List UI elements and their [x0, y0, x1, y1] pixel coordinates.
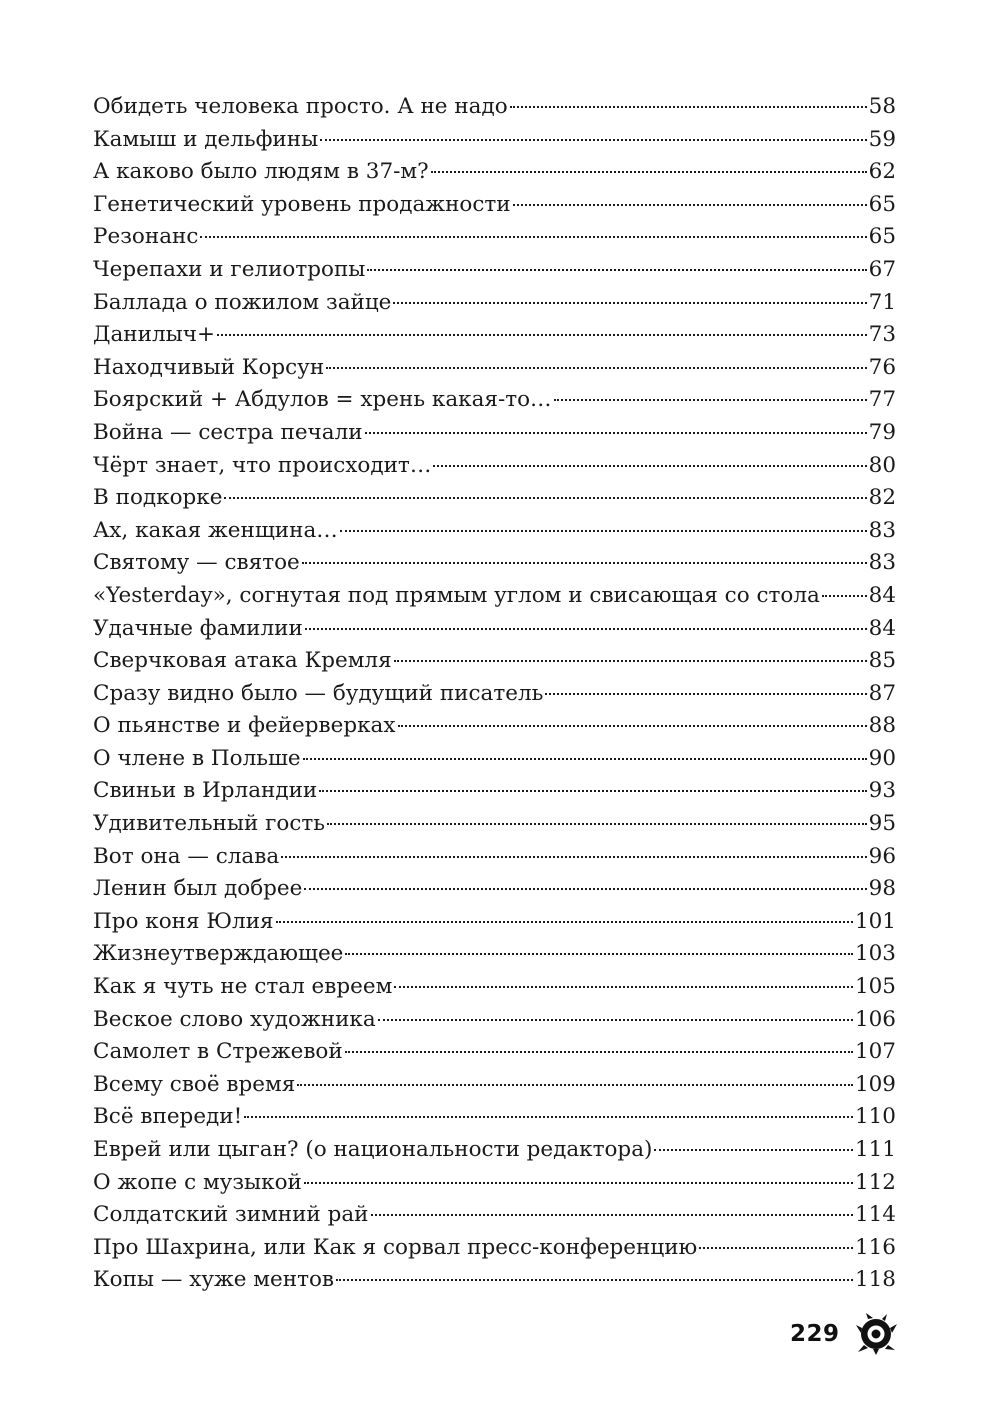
- toc-entry-page: 105: [854, 974, 896, 1000]
- toc-entry-page: 79: [868, 419, 896, 445]
- toc-entry: [93, 1199, 896, 1232]
- toc-entry: [93, 91, 896, 124]
- dot-leader: [200, 236, 866, 238]
- toc-entry-title: Находчивый Корсун: [93, 354, 325, 380]
- dot-leader: [554, 399, 867, 401]
- dot-leader: [433, 465, 866, 467]
- toc-entry: [93, 710, 896, 743]
- page-number: 229: [790, 1321, 840, 1347]
- toc-entry-title: Сразу видно было — будущий писатель: [93, 680, 544, 706]
- toc-entry: [93, 254, 896, 287]
- dot-leader: [699, 1247, 853, 1249]
- dot-leader: [365, 432, 867, 434]
- toc-entry: [93, 906, 896, 939]
- toc-entry: [93, 124, 896, 157]
- toc-entry-page: 111: [854, 1137, 896, 1162]
- dot-leader: [217, 334, 867, 336]
- toc-entry-title: Черепахи и гелиотропы: [93, 256, 366, 282]
- toc-entry-page: 65: [868, 191, 896, 217]
- toc-entry-title: Вот она — слава: [93, 843, 280, 869]
- toc-entry: [93, 417, 896, 450]
- dot-leader: [305, 628, 867, 630]
- toc-entry-page: 85: [868, 648, 896, 674]
- toc-entry-page: 73: [868, 322, 896, 348]
- toc-entry-title: Святому — святое: [93, 550, 300, 576]
- dot-leader: [378, 1019, 853, 1021]
- toc-entry-title: Сверчковая атака Кремля: [93, 648, 392, 674]
- toc-entry: [93, 450, 896, 483]
- dot-leader: [345, 1051, 853, 1053]
- toc-entry-page: 107: [854, 1039, 896, 1065]
- dot-leader: [367, 269, 866, 271]
- toc-entry: [93, 873, 896, 906]
- toc-entry-page: 67: [868, 256, 896, 282]
- toc-entry-page: 84: [868, 582, 896, 608]
- toc-entry-page: 76: [868, 354, 896, 380]
- dot-leader: [319, 790, 866, 792]
- toc-entry-title: Еврей или цыган? (о национальности редактора): [93, 1137, 653, 1162]
- toc-entry: [93, 743, 896, 776]
- toc-entry-page: 83: [868, 550, 896, 576]
- dot-leader: [545, 693, 866, 695]
- toc-entry-page: 65: [868, 224, 896, 250]
- dot-leader: [394, 986, 853, 988]
- toc-entry: [93, 221, 896, 254]
- toc-entry: [93, 156, 896, 189]
- toc-entry: [93, 1134, 896, 1167]
- toc-entry: [93, 580, 896, 613]
- toc-entry-title: Как я чуть не стал евреем: [93, 974, 393, 1000]
- toc-entry: [93, 1264, 896, 1297]
- toc-entry-page: 109: [854, 1071, 896, 1097]
- toc-entry: [93, 1101, 896, 1134]
- toc-entry-page: 98: [868, 876, 896, 902]
- toc-entry: [93, 1069, 896, 1102]
- toc-entry: [93, 287, 896, 320]
- dot-leader: [303, 758, 867, 760]
- dot-leader: [510, 106, 867, 108]
- dot-leader: [320, 139, 866, 141]
- toc-entry: [93, 515, 896, 548]
- toc-entry-title: Резонанс: [93, 224, 199, 250]
- dot-leader: [326, 367, 866, 369]
- toc-entry-title: А каково было людям в 37-м?: [93, 159, 429, 185]
- toc-entry-title: О жопе с музыкой: [93, 1169, 302, 1195]
- toc-entry-title: О члене в Польше: [93, 745, 301, 771]
- dot-leader: [394, 660, 867, 662]
- toc-entry-page: 87: [868, 680, 896, 706]
- table-of-contents: [93, 91, 896, 1297]
- toc-entry-title: Ленин был добрее: [93, 876, 303, 902]
- toc-entry-title: «Yesterday», согнутая под прямым углом и свисающая со стола: [93, 582, 820, 608]
- dot-leader: [340, 530, 867, 532]
- toc-entry: [93, 189, 896, 222]
- toc-entry: [93, 1036, 896, 1069]
- toc-entry: [93, 352, 896, 385]
- toc-entry-title: Удачные фамилии: [93, 615, 303, 641]
- toc-entry-page: 103: [854, 941, 896, 967]
- toc-entry: [93, 613, 896, 646]
- toc-entry: [93, 384, 896, 417]
- toc-entry-page: 77: [868, 387, 896, 413]
- toc-entry: [93, 938, 896, 971]
- dot-leader: [431, 171, 867, 173]
- dot-leader: [304, 1182, 853, 1184]
- toc-entry-title: Всё впереди!: [93, 1104, 243, 1130]
- toc-entry-title: Боярский + Абдулов = хрень какая-то…: [93, 387, 552, 413]
- toc-entry: [93, 482, 896, 515]
- toc-entry-page: 84: [868, 615, 896, 641]
- dot-leader: [345, 953, 853, 955]
- dot-leader: [398, 725, 867, 727]
- toc-entry: [93, 1004, 896, 1037]
- toc-entry-title: Про коня Юлия: [93, 908, 274, 934]
- toc-entry-title: Генетический уровень продажности: [93, 191, 511, 217]
- toc-entry: [93, 841, 896, 874]
- dot-leader: [304, 888, 866, 890]
- toc-entry-page: 90: [868, 745, 896, 771]
- dot-leader: [336, 1279, 853, 1281]
- toc-entry-title: Камыш и дельфины: [93, 126, 319, 152]
- toc-entry-title: Всему своё время: [93, 1071, 296, 1097]
- dot-leader: [276, 921, 853, 923]
- toc-entry: [93, 808, 896, 841]
- toc-entry-page: 118: [854, 1267, 896, 1293]
- dot-leader: [822, 595, 867, 597]
- toc-entry-title: Копы — хуже ментов: [93, 1267, 335, 1293]
- toc-entry-title: Самолет в Стрежевой: [93, 1039, 343, 1065]
- toc-entry-page: 95: [868, 811, 896, 837]
- toc-entry-page: 82: [868, 485, 896, 511]
- dot-leader: [327, 823, 867, 825]
- toc-entry-page: 106: [854, 1006, 896, 1032]
- toc-entry-page: 112: [854, 1169, 896, 1195]
- toc-entry: [93, 1232, 896, 1265]
- dot-leader: [224, 497, 866, 499]
- toc-entry-page: 110: [854, 1104, 896, 1130]
- toc-entry-page: 116: [854, 1234, 896, 1260]
- toc-entry: [93, 775, 896, 808]
- dot-leader: [393, 302, 866, 304]
- toc-entry-title: Жизнеутверждающее: [93, 941, 344, 967]
- dot-leader: [513, 204, 867, 206]
- toc-entry-title: Война — сестра печали: [93, 419, 363, 445]
- toc-entry: [93, 678, 896, 711]
- toc-entry-title: Про Шахрина, или Как я сорвал пресс-конференцию: [93, 1234, 698, 1260]
- toc-entry-title: Обидеть человека просто. А не надо: [93, 94, 508, 119]
- page-footer: [790, 1312, 898, 1356]
- toc-entry-page: 59: [868, 126, 896, 152]
- toc-entry-page: 83: [868, 517, 896, 543]
- toc-entry-title: О пьянстве и фейерверках: [93, 713, 396, 739]
- toc-entry: [93, 1167, 896, 1200]
- dot-leader: [297, 1084, 853, 1086]
- dot-leader: [654, 1149, 853, 1151]
- toc-entry: [93, 971, 896, 1004]
- toc-entry: [93, 645, 896, 678]
- toc-entry-title: В подкорке: [93, 485, 223, 511]
- toc-entry-title: Ах, какая женщина…: [93, 517, 338, 543]
- toc-entry-title: Данилыч+: [93, 322, 215, 348]
- toc-entry-page: 80: [868, 452, 896, 478]
- toc-entry-page: 62: [868, 159, 896, 185]
- toc-entry-page: 58: [868, 94, 896, 119]
- toc-entry-title: Чёрт знает, что происходит…: [93, 452, 432, 478]
- toc-entry-title: Баллада о пожилом зайце: [93, 289, 392, 315]
- toc-entry-title: Веское слово художника: [93, 1006, 376, 1032]
- dragon-icon: [854, 1312, 898, 1356]
- toc-entry-page: 101: [854, 908, 896, 934]
- toc-entry: [93, 547, 896, 580]
- toc-entry: [93, 319, 896, 352]
- toc-entry-page: 71: [868, 289, 896, 315]
- toc-entry-title: Удивительный гость: [93, 811, 325, 837]
- toc-entry-page: 114: [854, 1202, 896, 1228]
- toc-entry-page: 88: [868, 713, 896, 739]
- dot-leader: [244, 1116, 853, 1118]
- dot-leader: [371, 1214, 853, 1216]
- dot-leader: [281, 856, 866, 858]
- toc-entry-title: Солдатский зимний рай: [93, 1202, 369, 1228]
- dot-leader: [302, 562, 867, 564]
- toc-entry-page: 93: [868, 778, 896, 804]
- toc-entry-title: Свиньи в Ирландии: [93, 778, 318, 804]
- toc-entry-page: 96: [868, 843, 896, 869]
